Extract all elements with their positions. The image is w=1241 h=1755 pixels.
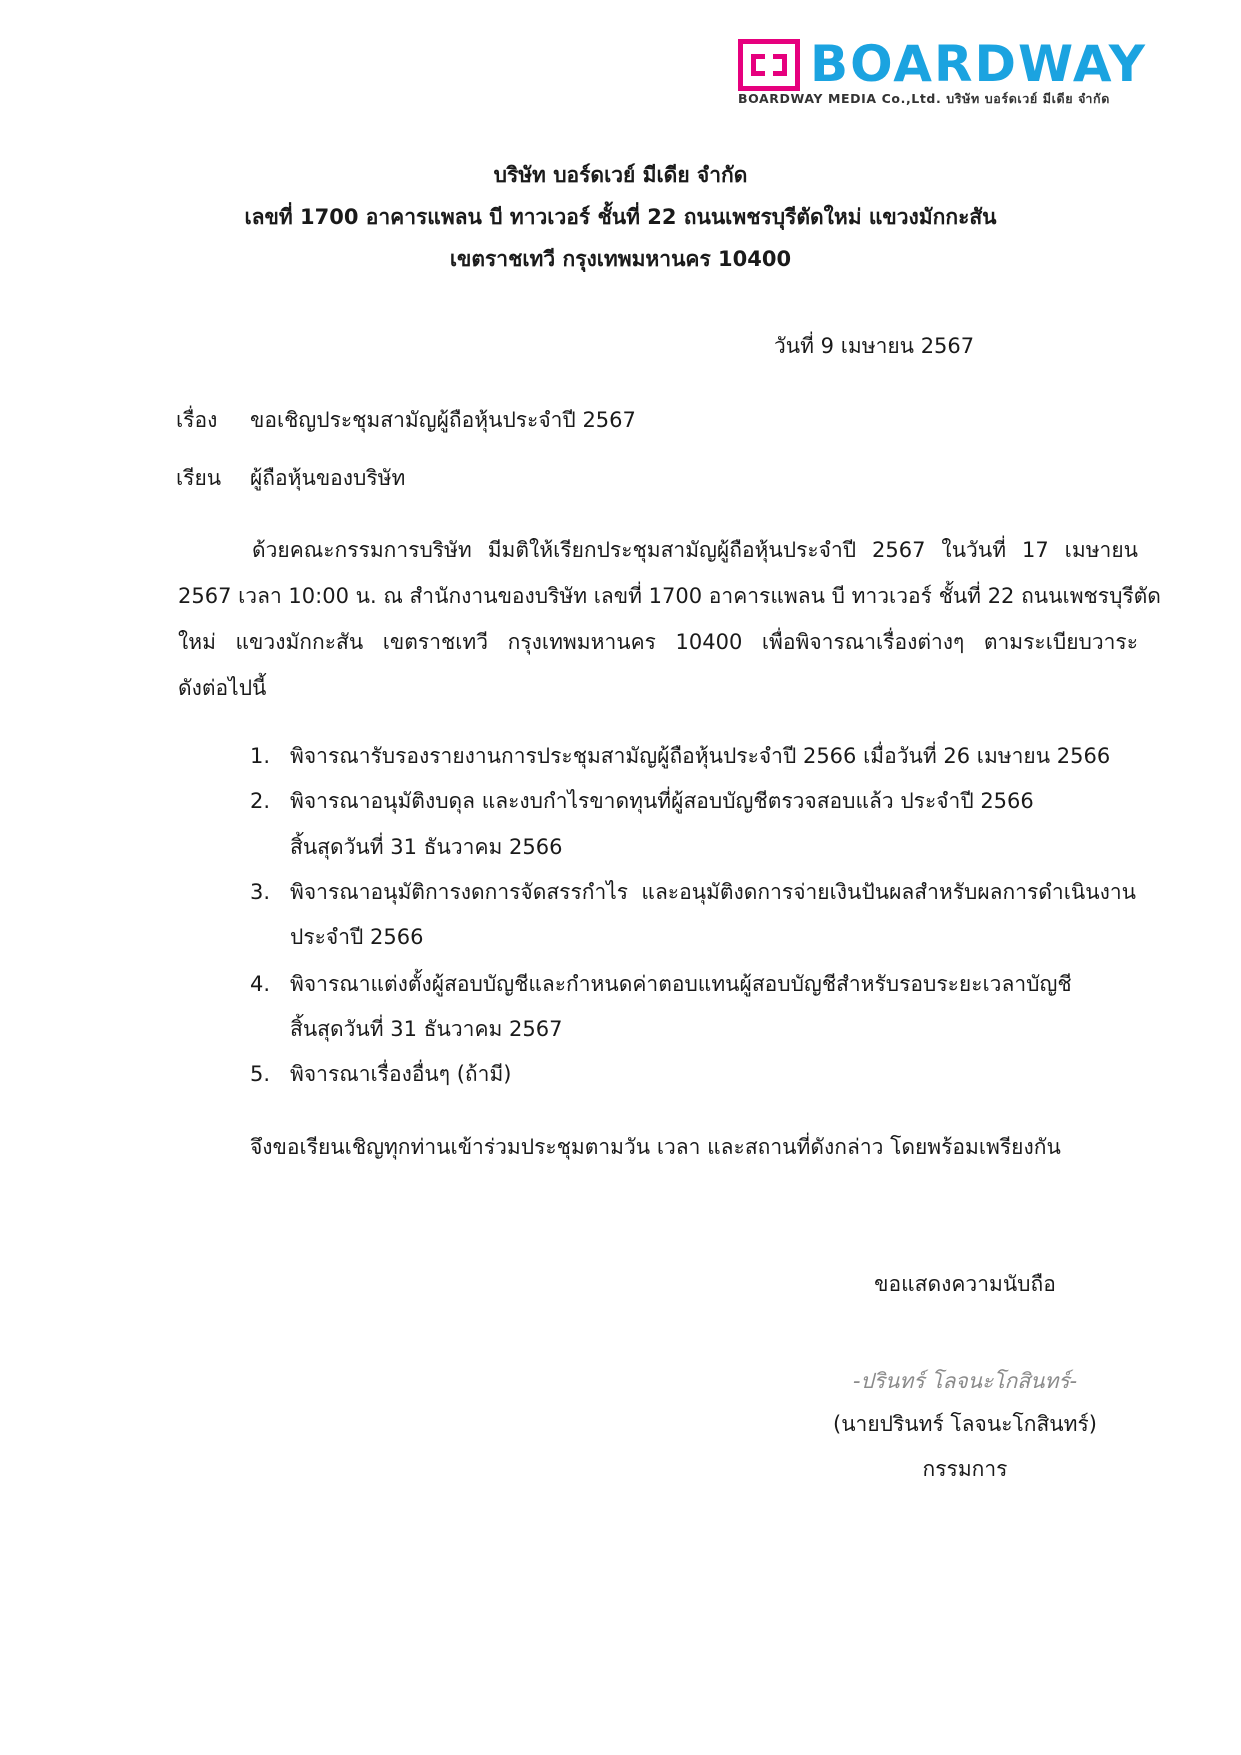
signature-name: -ปรินทร์ โลจนะโกสินทร์- bbox=[852, 1369, 1078, 1393]
recipient-label: เรียน bbox=[176, 466, 222, 490]
company-logo bbox=[738, 35, 1147, 111]
agenda-text: ประจำปี 2566 bbox=[290, 925, 424, 949]
company-address-line2: เขตราชเทวี กรุงเทพมหานคร 10400 bbox=[449, 247, 792, 271]
intro-paragraph bbox=[178, 527, 1161, 711]
agenda-text: พิจารณารับรองรายงานการประชุมสามัญผู้ถือหุ้นประจำปี 2566 เมื่อวันที่ 26 เมษายน 2566 bbox=[290, 744, 1111, 768]
regards: ขอแสดงความนับถือ bbox=[874, 1272, 1056, 1296]
agenda-text: พิจารณาอนุมัติงบดุล และงบกำไรขาดทุนที่ผู้สอบบัญชีตรวจสอบแล้ว ประจำปี 2566 bbox=[290, 789, 1034, 813]
intro-line: ใหม่ แขวงมักกะสัน เขตราชเทวี กรุงเทพมหานคร 10400 เพื่อพิจารณาเรื่องต่างๆ ตามระเบียบวาระ bbox=[178, 630, 1138, 654]
closing-sentence: จึงขอเรียนเชิญทุกท่านเข้าร่วมประชุมตามวัน เวลา และสถานที่ดังกล่าว โดยพร้อมเพรียงกัน bbox=[250, 1135, 1061, 1159]
agenda-text: สิ้นสุดวันที่ 31 ธันวาคม 2567 bbox=[290, 1017, 563, 1041]
intro-line: 2567 เวลา 10:00 น. ณ สำนักงานของบริษัท เลขที่ 1700 อาคารแพลน บี ทาวเวอร์ ชั้นที่ 22 ถนนเพชรบุรีตัด bbox=[178, 584, 1161, 608]
logo-subtitle: BOARDWAY MEDIA Co.,Ltd. บริษัท บอร์ดเวย์ มีเดีย จำกัด bbox=[738, 91, 1110, 106]
subject-text: ขอเชิญประชุมสามัญผู้ถือหุ้นประจำปี 2567 bbox=[250, 408, 636, 432]
agenda-text: พิจารณาอนุมัติการงดการจัดสรรกำไร และอนุมัติงดการจ่ายเงินปันผลสำหรับผลการดำเนินงาน bbox=[290, 880, 1136, 904]
signatory-full-name: (นายปรินทร์ โลจนะโกสินทร์) bbox=[833, 1412, 1097, 1436]
agenda-number: 1. bbox=[250, 744, 271, 768]
agenda-number: 3. bbox=[250, 880, 271, 904]
recipient-text: ผู้ถือหุ้นของบริษัท bbox=[250, 466, 406, 490]
letter-date: วันที่ 9 เมษายน 2567 bbox=[774, 334, 975, 358]
agenda-number: 2. bbox=[250, 789, 271, 813]
intro-line: ดังต่อไปนี้ bbox=[178, 676, 267, 700]
logo-mark-icon bbox=[738, 39, 800, 91]
company-address-line1: เลขที่ 1700 อาคารแพลน บี ทาวเวอร์ ชั้นที่ 22 ถนนเพชรบุรีตัดใหม่ แขวงมักกะสัน bbox=[244, 205, 997, 229]
company-name: บริษัท บอร์ดเวย์ มีเดีย จำกัด bbox=[493, 163, 748, 187]
intro-line: ด้วยคณะกรรมการบริษัท มีมติให้เรียกประชุมสามัญผู้ถือหุ้นประจำปี 2567 ในวันที่ 17 เมษายน bbox=[252, 538, 1138, 562]
agenda-number: 4. bbox=[250, 972, 271, 996]
agenda-number: 5. bbox=[250, 1062, 271, 1086]
logo-wordmark: BOARDWAY bbox=[810, 35, 1147, 93]
agenda-text: พิจารณาแต่งตั้งผู้สอบบัญชีและกำหนดค่าตอบแทนผู้สอบบัญชีสำหรับรอบระยะเวลาบัญชี bbox=[290, 972, 1072, 996]
signatory-position: กรรมการ bbox=[922, 1457, 1008, 1481]
agenda-text: พิจารณาเรื่องอื่นๆ (ถ้ามี) bbox=[290, 1062, 512, 1086]
agenda-text: สิ้นสุดวันที่ 31 ธันวาคม 2566 bbox=[290, 835, 563, 859]
subject-label: เรื่อง bbox=[176, 408, 218, 432]
